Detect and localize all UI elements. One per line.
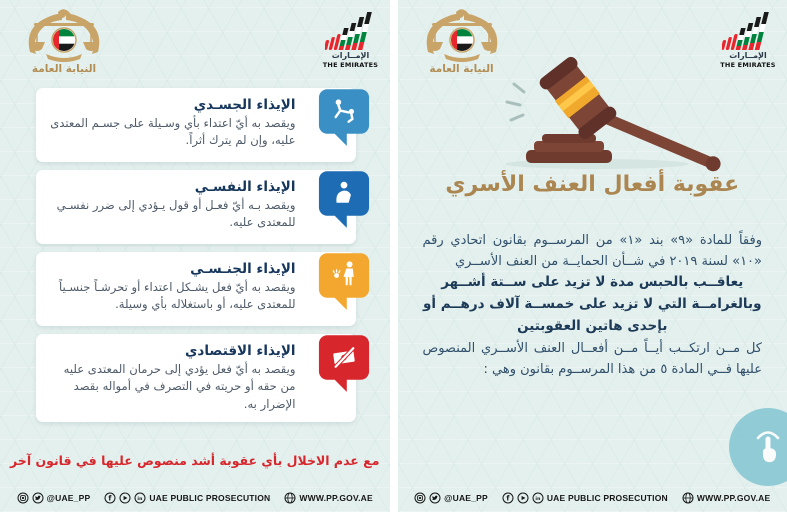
globe-icon bbox=[284, 492, 296, 504]
penalty-outro-paragraph: كل مــن ارتكــب أيــاً مــن أفعــال العنف الأســري المنصوص عليها فــي المادة ٥ من هذا المرســوم بقانون وهي : bbox=[422, 340, 762, 377]
footer-organization: UAE PUBLIC PROSECUTION bbox=[546, 493, 668, 503]
footer bbox=[398, 492, 787, 504]
penalty-text-block bbox=[423, 230, 763, 380]
footer-social-handle: @UAE_PP bbox=[444, 493, 488, 503]
footer-social-handle: @UAE_PP bbox=[46, 493, 91, 503]
public-prosecution-logo-label: النيابة العامة bbox=[429, 63, 494, 75]
youtube-icon bbox=[119, 492, 131, 504]
card-psychological-abuse bbox=[36, 170, 356, 244]
card-title: الإيذاء الاقتصادي bbox=[185, 343, 296, 359]
twitter-icon bbox=[32, 492, 44, 504]
sexual-abuse-badge bbox=[318, 252, 370, 312]
psychological-abuse-icon bbox=[318, 170, 370, 230]
facebook-icon bbox=[502, 492, 514, 504]
card-sexual-abuse bbox=[36, 252, 356, 326]
emirates-seven-lines-icon bbox=[722, 12, 774, 52]
youtube-icon bbox=[517, 492, 529, 504]
footer-organization-group bbox=[502, 492, 668, 504]
physical-abuse-icon bbox=[318, 88, 370, 148]
card-title: الإيذاء الجسـدي bbox=[193, 97, 296, 113]
legal-note: مع عدم الاخلال بأي عقوبة أشد منصوص عليها في قانون آخر bbox=[10, 453, 380, 468]
emirates-brand-logo bbox=[719, 12, 777, 69]
instagram-icon bbox=[17, 492, 29, 504]
emirates-logo-english: THE EMIRATES bbox=[322, 60, 379, 69]
footer-organization: UAE PUBLIC PROSECUTION bbox=[149, 493, 271, 503]
tap-swipe-hint[interactable] bbox=[729, 408, 787, 486]
footer-website-group bbox=[284, 492, 372, 504]
instagram-icon bbox=[414, 492, 426, 504]
emirates-seven-lines-icon bbox=[325, 12, 377, 52]
card-physical-abuse bbox=[36, 88, 356, 162]
card-title: الإيذاء النفسـي bbox=[194, 179, 296, 195]
footer-social-handle-group bbox=[17, 492, 91, 504]
card-body: ويقصد به أيّ فعل يشـكل اعتداء أو تحرشـاً جنسـياً للمعتدى عليه، أو باستغلاله بأي وسيلة. bbox=[58, 280, 296, 312]
penalty-intro-paragraph: وفقاً للمادة «٩» بند «١» من المرســوم بقانون اتحادي رقم «١٠» لسنة ٢٠١٩ في شــأن الحمايــة من العنف الأســري bbox=[422, 233, 762, 270]
card-body: ويقصد به أيّ فعل يؤدي إلى حرمان المعتدى عليه من حقه أو حريته في التصرف في أمواله بقصد الإضرار به. bbox=[63, 362, 296, 411]
psychological-abuse-badge bbox=[318, 170, 370, 230]
abuse-cards-list bbox=[36, 88, 356, 430]
gavel-illustration-icon bbox=[462, 52, 722, 172]
facebook-icon bbox=[104, 492, 116, 504]
footer-organization-group bbox=[104, 492, 270, 504]
tap-hand-icon bbox=[749, 427, 787, 467]
twitter-icon bbox=[429, 492, 441, 504]
card-title: الإيذاء الجنـسـي bbox=[190, 261, 296, 277]
globe-icon bbox=[682, 492, 694, 504]
penalty-panel bbox=[398, 0, 787, 512]
footer-website-group bbox=[682, 492, 770, 504]
card-economic-abuse bbox=[36, 334, 356, 422]
footer-website: WWW.PP.GOV.AE bbox=[696, 493, 771, 503]
footer-social-handle-group bbox=[414, 492, 488, 504]
penalty-title: عقوبة أفعال العنف الأسري bbox=[445, 172, 740, 197]
linkedin-icon bbox=[532, 492, 544, 504]
linkedin-icon bbox=[134, 492, 146, 504]
abuse-types-panel bbox=[0, 0, 390, 512]
emirates-logo-arabic: الإمــارات bbox=[729, 51, 767, 60]
physical-abuse-badge bbox=[318, 88, 370, 148]
card-body: ويقصد بـه أيّ فعـل أو قول يـؤدي إلى ضرر نفسـي للمعتدى عليه. bbox=[56, 198, 296, 230]
economic-abuse-badge bbox=[318, 334, 370, 394]
card-body: ويقصد به أيّ اعتداء بأي وسـيلة على جسـم المعتدى عليه، وإن لم يترك أثراً. bbox=[50, 116, 296, 148]
emirates-logo-arabic: الإمــارات bbox=[331, 51, 370, 60]
emirates-logo-english: THE EMIRATES bbox=[720, 60, 776, 69]
economic-abuse-icon bbox=[318, 334, 370, 394]
emirates-brand-logo bbox=[322, 12, 380, 69]
penalty-sentence-paragraph: يعاقــب بالحبس مدة لا تزيد على ســتة أشــهر وبالغرامــة التي لا تزيد على خمســة آلاف درهــم أو بإحدى هاتين العقوبتين bbox=[423, 274, 762, 334]
public-prosecution-logo bbox=[16, 8, 112, 75]
sexual-abuse-icon bbox=[318, 252, 370, 312]
footer bbox=[0, 492, 390, 504]
footer-website: WWW.PP.GOV.AE bbox=[299, 493, 373, 503]
falcon-scales-emblem-icon bbox=[16, 8, 112, 62]
public-prosecution-logo-label: النيابة العامة bbox=[31, 63, 97, 75]
